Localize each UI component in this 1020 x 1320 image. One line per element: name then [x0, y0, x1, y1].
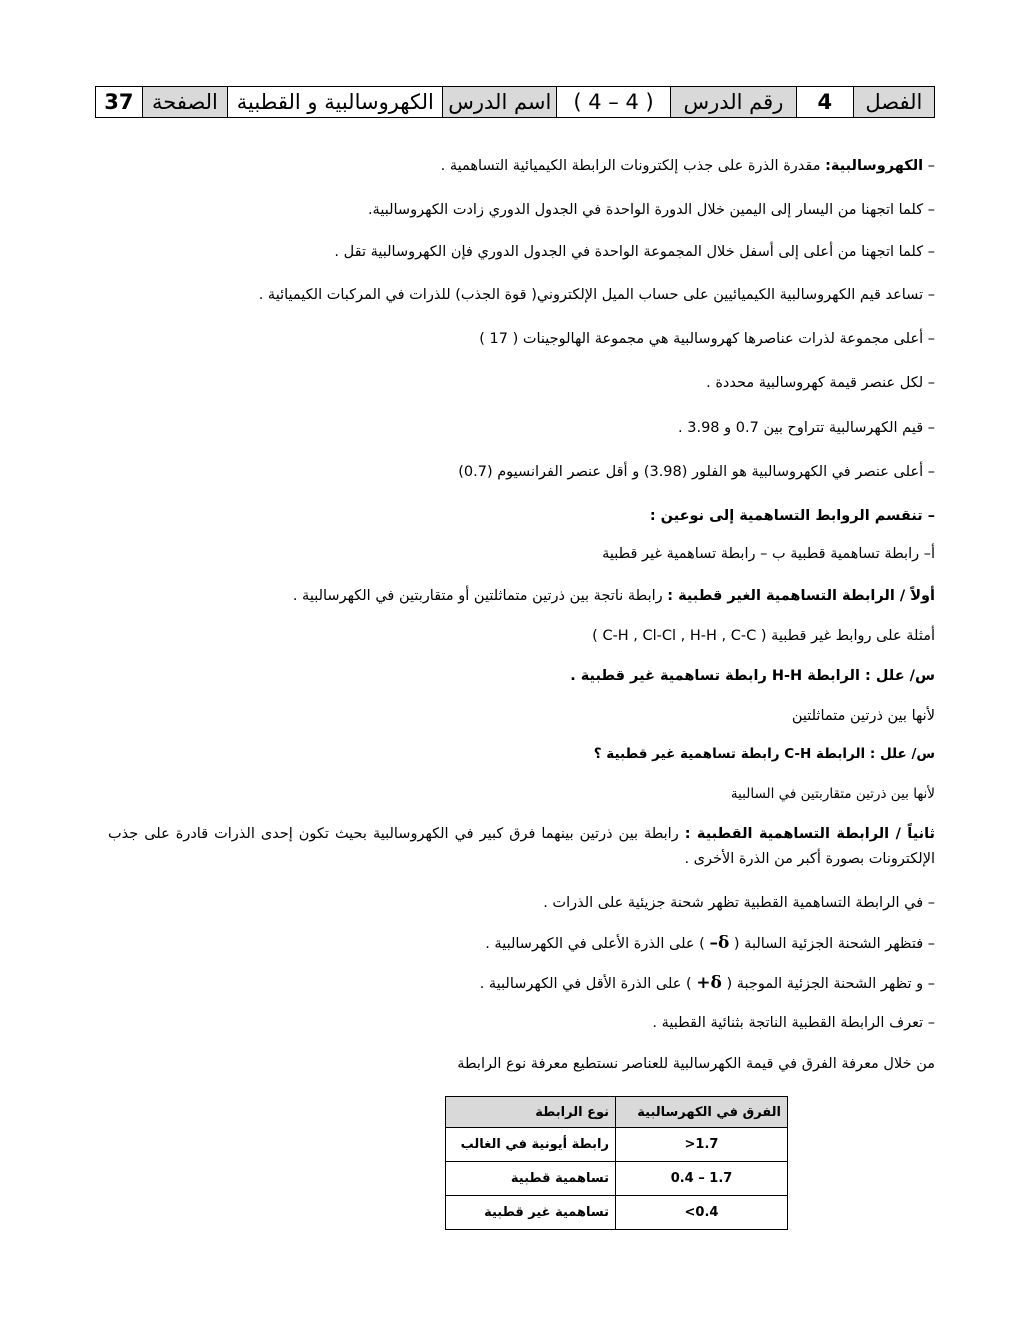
answer-hh: لأنها بين ذرتين متماثلتين [791, 708, 935, 724]
cell-type: رابطة أيونية في الغالب [446, 1128, 616, 1162]
cell-type: تساهمية قطبية [446, 1162, 616, 1196]
term-polar: ثانياً / الرابطة التساهمية القطبية : [684, 826, 935, 842]
table-header-row [446, 1097, 788, 1128]
bullet-partial-charge: – في الرابطة التساهمية القطبية تظهر شحنة جزيئية على الذرات . [543, 895, 935, 911]
bullet-highest-lowest: – أعلى عنصر في الكهروسالبية هو الفلور (3.98) و أقل عنصر الفرانسيوم (0.7) [458, 464, 935, 480]
cell-diff: 0.4 – 1.7 [616, 1162, 788, 1196]
nonpolar-examples: أمثلة على روابط غير قطبية ( C-H , Cl-Cl , H-H , C-C ) [592, 628, 935, 644]
table-row [446, 1162, 788, 1196]
bullet-group-trend: – كلما اتجهنا من أعلى إلى أسفل خلال المجموعة الواحدة في الجدول الدوري فإن الكهروسالبية تقل . [334, 244, 935, 260]
question-ch: س/ علل : الرابطة C-H رابطة تساهمية غير قطبية ؟ [593, 746, 935, 762]
delta-minus-symbol: δ– [709, 933, 730, 953]
page-label: الصفحة [142, 87, 227, 118]
definition-electronegativity: – الكهروسالبية: مقدرة الذرة على جذب إلكترونات الرابطة الكيميائية التساهمية . [440, 158, 935, 174]
cell-diff: <0.4 [616, 1196, 788, 1230]
bond-types-heading: – تنقسم الروابط التساهمية إلى نوعين : [649, 508, 935, 524]
lesson-name-label: اسم الدرس [443, 87, 557, 118]
delta-plus-symbol: δ+ [696, 973, 722, 993]
chapter-label: الفصل [853, 87, 934, 118]
bullet-positive-charge: – و تظهر الشحنة الجزئية الموجبة ( δ+ ) على الذرة الأقل في الكهرسالبية . [479, 973, 935, 993]
bullet-electron-affinity: – تساعد قيم الكهروسالبية الكيميائيين على حساب الميل الإلكتروني( قوة الجذب) للذرات في المركبات الكيميائية . [258, 287, 935, 303]
table-row [446, 1196, 788, 1230]
term-nonpolar: أولاً / الرابطة التساهمية الغير قطبية : [667, 588, 935, 604]
nonpolar-definition: أولاً / الرابطة التساهمية الغير قطبية : رابطة ناتجة بين ذرتين متماثلتين أو متقاربتين في الكهرسالبية . [292, 588, 935, 604]
cell-type: تساهمية غير قطبية [446, 1196, 616, 1230]
lesson-number: ( 4 – 4 ) [557, 87, 671, 118]
bullet-negative-charge: – فتظهر الشحنة الجزئية السالبة ( δ– ) على الذرة الأعلى في الكهرسالبية . [485, 933, 935, 953]
polar-definition: ثانياً / الرابطة التساهمية القطبية : رابطة بين ذرتين بينهما فرق كبير في الكهروسالبية بحيث تكون إحدى الذرات قادرة على جذب الإلكترونات بصورة أكبر من الذرة الأخرى . [108, 826, 935, 867]
bullet-dipole: – تعرف الرابطة القطبية الناتجة بثنائية القطبية . [652, 1015, 935, 1031]
bullet-halogens: – أعلى مجموعة لذرات عناصرها كهروسالبية هي مجموعة الهالوجينات ( 17 ) [479, 331, 935, 347]
lesson-number-label: رقم الدرس [670, 87, 796, 118]
col-header-type: نوع الرابطة [446, 1097, 616, 1128]
lesson-header-table [95, 86, 935, 118]
table-intro: من خلال معرفة الفرق في قيمة الكهرسالبية للعناصر نستطيع معرفة نوع الرابطة [457, 1056, 935, 1072]
question-hh: س/ علل : الرابطة H-H رابطة تساهمية غير قطبية . [570, 668, 935, 684]
answer-ch: لأنها بين ذرتين متقاربتين في السالبية [730, 786, 935, 802]
bond-types-list: أ– رابطة تساهمية قطبية ب – رابطة تساهمية غير قطبية [602, 546, 935, 562]
lesson-name: الكهروسالبية و القطبية [228, 87, 443, 118]
bullet-period-trend: – كلما اتجهنا من اليسار إلى اليمين خلال الدورة الواحدة في الجدول الدوري زادت الكهروسالبية. [367, 202, 935, 218]
cell-diff: >1.7 [616, 1128, 788, 1162]
col-header-diff: الفرق في الكهرسالبية [616, 1097, 788, 1128]
page-number: 37 [96, 87, 143, 118]
electronegativity-difference-table [445, 1096, 788, 1230]
chapter-number: 4 [796, 87, 853, 118]
bullet-range: – قيم الكهرسالبية تتراوح بين 0.7 و 3.98 . [678, 420, 935, 436]
table-row [446, 1128, 788, 1162]
bullet-specific-value: – لكل عنصر قيمة كهروسالبية محددة . [706, 375, 935, 391]
term-electronegativity: الكهروسالبية: [825, 158, 924, 174]
